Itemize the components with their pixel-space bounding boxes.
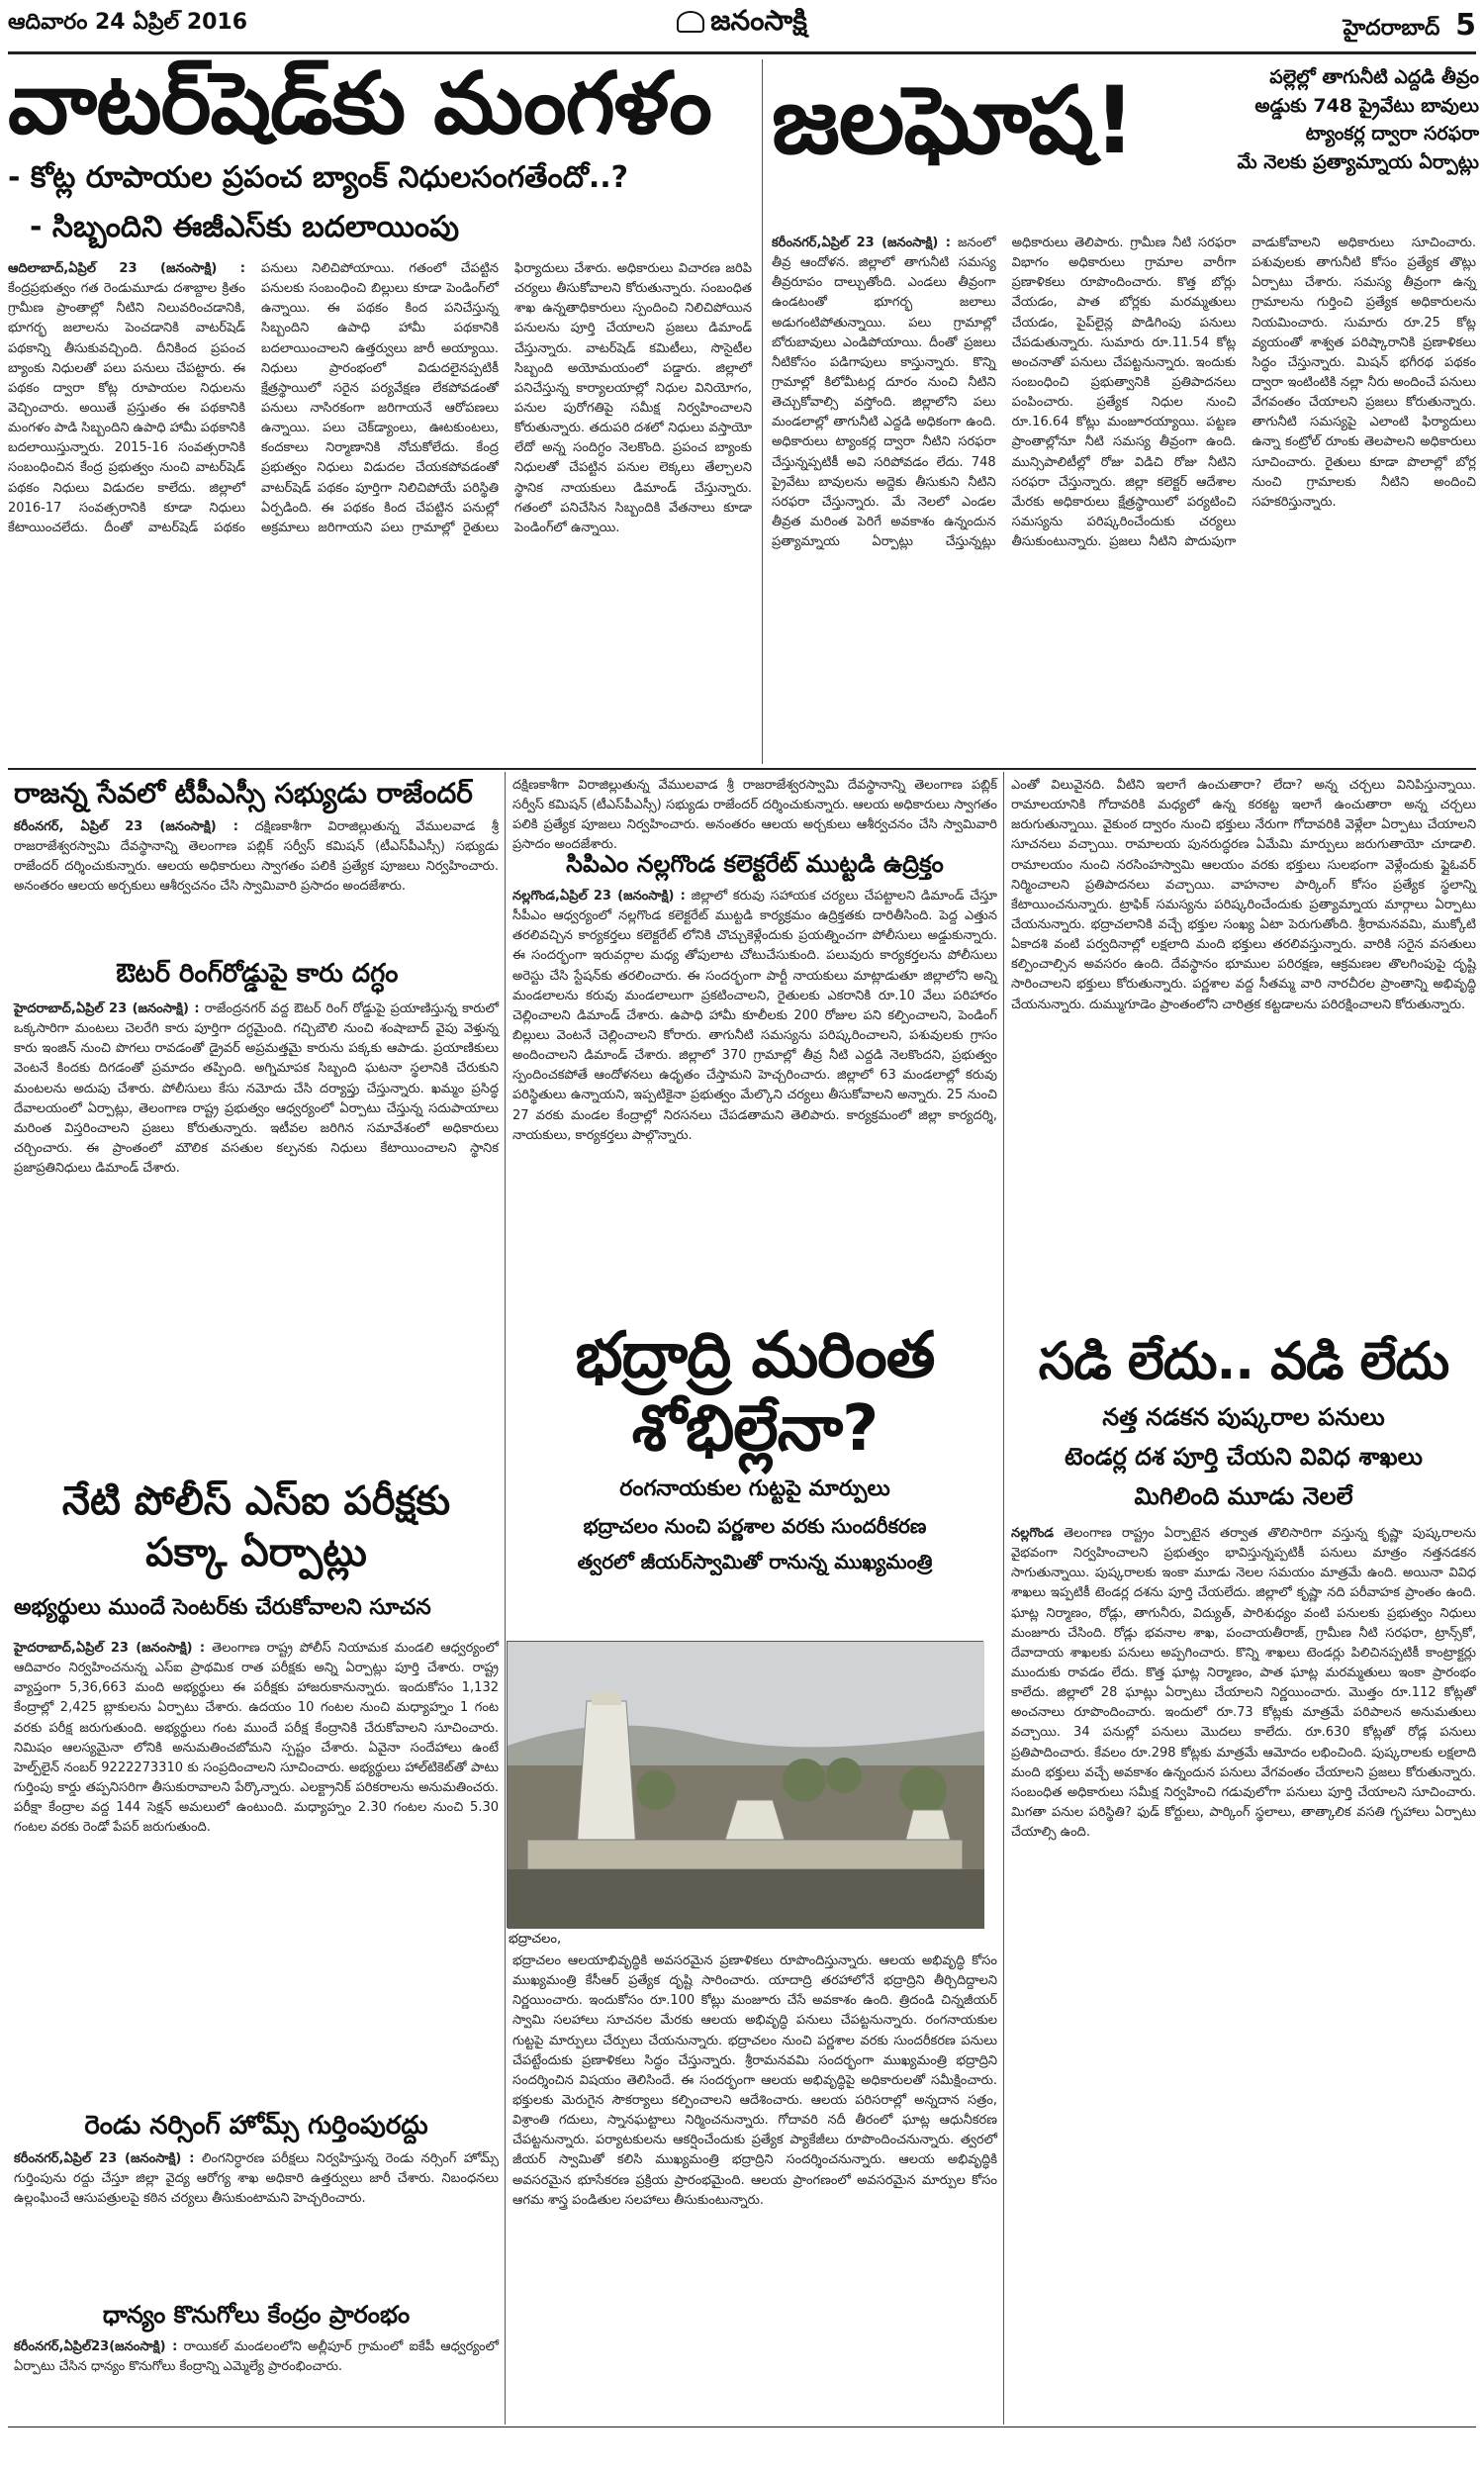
pushkaralu-dateline: నల్లగొండ [1011, 1526, 1055, 1541]
nursing-dateline: కరీంనగర్,ఏప్రిల్ 23 (జనంసాక్షి) : [14, 2151, 195, 2166]
bhadradri-sub1: రంగనాయకుల గుట్టపై మార్పులు [619, 1476, 890, 1501]
pushkaralu-body: తెలంగాణ రాష్ట్రం ఏర్పాటైన తర్వాత తొలిసారిగా వస్తున్న కృష్ణా పుష్కరాలను వైభవంగా నిర్వహించాలని ప్రభుత్వం భావిస్తున్నప్పటికీ పనులు మాత్రం నత్తనడకన సాగుతున్నాయి. పుష్కరాలకు ఇంకా మూడు నెలల సమయం మాత్రమే ఉంది. అయినా వివిధ శాఖలు ఇప్పటికీ టెండర్ల దశను పూర్తి చేయలేదు. జిల్లాలో కృష్ణా నది పరీవాహక ప్రాంతం ఉంది. ఘాట్ల నిర్మాణం, రోడ్లు, తాగునీరు, విద్యుత్, పారిశుధ్యం వంటి పనులకు ప్రభుత్వం నిధులు మంజూరు చేసింది. రోడ్లు భవనాల శాఖ, పంచాయతీరాజ్, గ్రామీణ నీటి సరఫరా, ట్రాన్స్‌కో, దేవాదాయ శాఖలకు పనులు అప్పగించారు. కొన్ని శాఖలు టెండర్లు పిలిచినప్పటికీ కాంట్రాక్టర్లు ముందుకు రావడం లేదు. కొత్త ఘాట్ల నిర్మాణం, పాత ఘాట్ల మరమ్మతులు ఇంకా ప్రారంభం కాలేదు. జిల్లాలో 28 ఘాట్లు ఏర్పాటు చేయాలని నిర్ణయించారు. మొత్తం రూ.112 కోట్లతో అంచనాలు రూపొందించారు. ఇందులో రూ.73 కోట్లకు మాత్రమే పరిపాలన అనుమతులు వచ్చాయి. 34 పనుల్లో పనులు మొదలు కాలేదు. రూ.630 కోట్లతో రోడ్ల పనులు ప్రతిపాదించారు. కేవలం రూ.298 కోట్లకు మాత్రమే ఆమోదం లభించింది. పుష్కరాలకు లక్షలాది మంది భక్తులు వచ్చే అవకాశం ఉన్నందున పనులు వేగవంతం చేయాలని ప్రజలు కోరుతున్నారు. సంబంధిత అధికారులు సమీక్ష నిర్వహించి గడువులోగా పనులు పూర్తి చేయాలని సూచించారు. మిగతా పనుల పరిస్థితి? ఫుడ్ కోర్టులు, పార్కింగ్ స్థలాలు, తాత్కాలిక వసతి గృహాలు ఏర్పాటు చేయాల్సి ఉంది. [1011, 1526, 1476, 1841]
nursing-body: లింగనిర్ధారణ పరీక్షలు నిర్వహిస్తున్న రెండు నర్సింగ్ హోమ్స్ గుర్తింపును రద్దు చేస్తూ జిల్లా వైద్య ఆరోగ్య శాఖ అధికారి ఉత్తర్వులు జారీ చేశారు. నిబంధనలు ఉల్లంఘించే ఆసుపత్రులపై కఠిన చర్యలు తీసుకుంటామని హెచ్చరించారు. [14, 2151, 499, 2207]
police-dateline: హైదరాబాద్,ఏప్రిల్ 23 (జనంసాక్షి) : [14, 1641, 206, 1656]
rajanna-article [14, 817, 499, 954]
jalaghosha-side4: మే నెలకు ప్రత్యామ్నాయ ఏర్పాట్లు [1237, 150, 1479, 173]
jalaghosha-article [772, 234, 1476, 762]
outer-article [14, 999, 499, 1475]
bhadradri-headline-line1: భద్రాద్రి మరింత [575, 1319, 935, 1392]
jalaghosha-side2: అడ్డుకు 748 ప్రైవేటు బావులు [1254, 94, 1479, 117]
jalaghosha-sidebar [1197, 63, 1479, 176]
temple-illustration [508, 1642, 984, 1929]
grain-body: రాయికల్ మండలంలోని అల్లీపూర్ గ్రామంలో ఐకేపీ ఆధ్వర్యంలో ఏర్పాటు చేసిన ధాన్యం కొనుగోలు కేంద్రాన్ని ఎమ్మెల్యే ప్రారంభించారు. [14, 2339, 500, 2375]
bhadradri-headline-line2: శోభిల్లేనా? [631, 1392, 879, 1466]
masthead-date: ఆదివారం 24 ఏప్రిల్ 2016 [8, 10, 248, 35]
bhadradri-sub2: భద్రాచలం నుంచి పర్ణశాల వరకు సుందరీకరణ [583, 1514, 927, 1538]
watershed-body: కేంద్రప్రభుత్వం గత రెండుమూడు దశాబ్దాల క్రితం గ్రామీణ ప్రాంతాల్లో నీటిని నిలువరించడానికి, భూగర్భ జలాలను పెంచడానికి వాటర్‌షెడ్ పథకాన్ని తీసుకువచ్చింది. దీనికింద ప్రపంచ బ్యాంకు నిధులతో పలు పనులు చేపట్టారు. ఈ పథకం ద్వారా కోట్ల రూపాయల నిధులను వెచ్చించారు. అయితే ప్రస్తుతం ఈ పథకానికి మంగళం పాడి సిబ్బందిని ఉపాధి హామీ పథకానికి బదలాయిస్తున్నారు. 2015-16 సంవత్సరానికి సంబంధించిన కేంద్ర ప్రభుత్వం నుంచి వాటర్‌షెడ్ పథకం నిధులు విడుదల కాలేదు. జిల్లాలో 2016-17 సంవత్సరానికి కూడా నిధులు కేటాయించలేదు. దీంతో వాటర్‌షెడ్ పథకం పనులు నిలిచిపోయాయి. గతంలో చేపట్టిన పనులకు సంబంధించి బిల్లులు కూడా పెండింగ్‌లో ఉన్నాయి. ఈ పథకం కింద పనిచేస్తున్న సిబ్బందిని ఉపాధి హామీ పథకానికి బదలాయించాలని ఉత్తర్వులు జారీ అయ్యాయి. నిధులు ప్రారంభంలో విడుదలైనప్పటికీ క్షేత్రస్థాయిలో సరైన పర్యవేక్షణ లేకపోవడంతో పనులు నాసిరకంగా జరిగాయనే ఆరోపణలు ఉన్నాయి. పలు చెక్‌డ్యాంలు, ఊటకుంటలు, కందకాలు నిర్మాణానికి నోచుకోలేదు. కేంద్ర ప్రభుత్వం నిధులు విడుదల చేయకపోవడంతో వాటర్‌షెడ్ పథకం పూర్తిగా నిలిచిపోయే పరిస్థితి ఏర్పడింది. ఈ పథకం కింద చేపట్టిన పనుల్లో అక్రమాలు జరిగాయని పలు గ్రామాల్లో రైతులు ఫిర్యాదులు చేశారు. అధికారులు విచారణ జరిపి చర్యలు తీసుకోవాలని కోరుతున్నారు. సంబంధిత శాఖ ఉన్నతాధికారులు స్పందించి నిలిచిపోయిన పనులను పూర్తి చేయాలని ప్రజలు డిమాండ్ చేస్తున్నారు. వాటర్‌షెడ్ కమిటీలు, సొసైటీల సిబ్బంది అయోమయంలో పడ్డారు. జిల్లాలో పనిచేస్తున్న కార్యాలయాల్లో నిధుల వినియోగం, పనుల పురోగతిపై సమీక్ష నిర్వహించాలని కోరుతున్నారు. తదుపరి దశలో నిధులు వస్తాయో లేదో అన్న సందిగ్ధం నెలకొంది. ప్రపంచ బ్యాంకు నిధులతో చేపట్టిన పనుల లెక్కలు తేల్చాలని స్థానిక నాయకులు డిమాండ్ చేస్తున్నారు. గతంలో పనిచేసిన సిబ్బందికి వేతనాలు కూడా పెండింగ్‌లో ఉన్నాయి. [8, 261, 752, 535]
jalaghosha-body: జనంలో తీవ్ర ఆందోళన. జిల్లాలో తాగునీటి సమస్య తీవ్రరూపం దాల్చుతోంది. ఎండలు తీవ్రంగా ఉండటంతో భూగర్భ జలాలు అడుగంటిపోతున్నాయి. పలు గ్రామాల్లో బోరుబావులు ఎండిపోయాయి. దీంతో ప్రజలు నీటికోసం పడిగాపులు కాస్తున్నారు. కొన్ని గ్రామాల్లో కిలోమీటర్ల దూరం నుంచి నీటిని తెచ్చుకోవాల్సి వస్తోంది. జిల్లాలోని పలు మండలాల్లో తాగునీటి ఎద్దడి అధికంగా ఉంది. అధికారులు ట్యాంకర్ల ద్వారా నీటిని సరఫరా చేస్తున్నప్పటికీ అవి సరిపోవడం లేదు. 748 ప్రైవేటు బావులను అద్దెకు తీసుకుని నీటిని సరఫరా చేస్తున్నారు. మే నెలలో ఎండల తీవ్రత మరింత పెరిగే అవకాశం ఉన్నందున ప్రత్యామ్నాయ ఏర్పాట్లు చేస్తున్నట్లు అధికారులు తెలిపారు. గ్రామీణ నీటి సరఫరా విభాగం అధికారులు గ్రామాల వారీగా ప్రణాళికలు రూపొందించారు. కొత్త బోర్లు వేయడం, పాత బోర్లకు మరమ్మతులు చేయడం, పైప్‌లైన్ల పొడిగింపు పనులు చేపడుతున్నారు. సుమారు రూ.11.54 కోట్ల అంచనాతో పనులు చేపట్టనున్నారు. ఇందుకు సంబంధించి ప్రభుత్వానికి ప్రతిపాదనలు పంపించారు. ప్రత్యేక నిధుల నుంచి రూ.16.64 కోట్లు మంజూరయ్యాయి. పట్టణ ప్రాంతాల్లోనూ నీటి సమస్య తీవ్రంగా ఉంది. మున్సిపాలిటీల్లో రోజు విడిచి రోజు నీటిని సరఫరా చేస్తున్నారు. జిల్లా కలెక్టర్ ఆదేశాల మేరకు అధికారులు క్షేత్రస్థాయిలో పర్యటించి సమస్యను పరిష్కరించేందుకు చర్యలు తీసుకుంటున్నారు. ప్రజలు నీటిని పొదుపుగా వాడుకోవాలని అధికారులు సూచించారు. పశువులకు తాగునీటి కోసం ప్రత్యేక తొట్లు ఏర్పాటు చేశారు. సమస్య తీవ్రంగా ఉన్న గ్రామాలను గుర్తించి ప్రత్యేక అధికారులను నియమించారు. సుమారు రూ.25 కోట్ల వ్యయంతో శాశ్వత పరిష్కారానికి ప్రణాళికలు సిద్ధం చేస్తున్నారు. మిషన్ భగీరథ పథకం ద్వారా ఇంటింటికి నల్లా నీరు అందించే పనులు వేగవంతం చేయాలని ప్రజలు కోరుతున్నారు. తాగునీటి సమస్యపై ఎలాంటి ఫిర్యాదులు ఉన్నా కంట్రోల్ రూంకు తెలపాలని అధికారులు సూచించారు. రైతులు కూడా పొలాల్లో బోర్ల నుంచి గ్రామాలకు నీటిని అందించి సహకరిస్తున్నారు. [772, 236, 1476, 550]
bhadradri-body: భద్రాచలం ఆలయాభివృద్ధికి అవసరమైన ప్రణాళికలు రూపొందిస్తున్నారు. ఆలయ అభివృద్ధి కోసం ముఖ్యమంత్రి కేసీఆర్ ప్రత్యేక దృష్టి సారించారు. యాదాద్రి తరహాలోనే భద్రాద్రిని తీర్చిదిద్దాలని నిర్ణయించారు. ఇందుకోసం రూ.100 కోట్లు మంజూరు చేసే అవకాశం ఉంది. త్రిదండి చిన్నజీయర్ స్వామి సలహాలు సూచనల మేరకు ఆలయ అభివృద్ధి పనులు చేపట్టనున్నారు. రంగనాయకుల గుట్టపై మార్పులు చేర్పులు చేయనున్నారు. భద్రాచలం నుంచి పర్ణశాల వరకు సుందరీకరణ పనులు చేపట్టేందుకు ప్రణాళికలు సిద్ధం చేస్తున్నారు. శ్రీరామనవమి సందర్భంగా ముఖ్యమంత్రి భద్రాద్రిని సందర్శించిన విషయం తెలిసిందే. ఈ సందర్భంగా ఆలయ అభివృద్ధిపై అధికారులతో సమీక్షించారు. భక్తులకు మెరుగైన సౌకర్యాలు కల్పించాలని ఆదేశించారు. ఆలయ పరిసరాల్లో అన్నదాన సత్రం, విశ్రాంతి గదులు, స్నానఘట్టాలు నిర్మించనున్నారు. గోదావరి నదీ తీరంలో ఘాట్ల ఆధునీకరణ చేపట్టనున్నారు. పర్యాటకులను ఆకర్షించేందుకు ప్రత్యేక ప్యాకేజీలు రూపొందించనున్నారు. త్వరలో జీయర్ స్వామితో కలిసి ముఖ్యమంత్రి భద్రాద్రిని సందర్శించనున్నారు. ఆలయ అభివృద్ధికి అవసరమైన భూసేకరణ ప్రక్రియ ప్రారంభమైంది. ఆలయ ప్రాంగణంలో అవసరమైన మార్పుల కోసం ఆగమ శాస్త్ర పండితుల సలహాలు తీసుకుంటున్నారు. [512, 1953, 997, 2208]
pushkaralu-sub3: మిగిలింది మూడు నెలలే [1134, 1482, 1353, 1510]
mid-column-divider-lower [1003, 1326, 1004, 2425]
grain-headline: ధాన్యం కొనుగోలు కేంద్రం ప్రారంభం [102, 2301, 411, 2329]
bhadradri-sub3: త్వరలో జీయర్‌స్వామితో రానున్న ముఖ్యమంత్రి [577, 1550, 933, 1573]
cpm-dateline: నల్లగొండ,ఏప్రిల్ 23 (జనంసాక్షి) : [512, 889, 686, 904]
watershed-headline: వాటర్‌షెడ్‌కు మంగళం [8, 54, 711, 153]
jalaghosha-side3: ట్యాంకర్ల ద్వారా సరఫరా [1305, 123, 1479, 144]
cpm-lead-in [512, 776, 997, 853]
pushkaralu-headline: సడి లేదు.. వడి లేదు [1038, 1332, 1449, 1391]
watershed-article [8, 259, 752, 762]
jalaghosha-dateline: కరీంనగర్,ఏప్రిల్ 23 (జనంసాక్షి) : [772, 236, 951, 250]
rajanna-headline: రాజన్న సేవలో టీపీఎస్సీ సభ్యుడు రాజేందర్ [14, 777, 473, 809]
cpm-headline: సిపిఎం నల్లగొండ కలెక్టరేట్ ముట్టడి ఉద్రిక్తం [566, 850, 944, 878]
mid-column-divider [1003, 772, 1004, 1326]
left-column-divider [505, 772, 506, 2425]
grain-article [14, 2337, 499, 2417]
rajanna-dateline: కరీంనగర్, ఏప్రిల్ 23 (జనంసాక్షి) : [14, 819, 238, 834]
cpm-lead-in-text: దక్షిణకాశీగా విరాజిల్లుతున్న వేములవాడ శ్రీ రాజరాజేశ్వరస్వామి దేవస్థానాన్ని తెలంగాణ పబ్లిక్ సర్వీస్ కమిషన్ (టీఎస్‌పీఎస్సీ) సభ్యుడు రాజేందర్ దర్శించుకున్నారు. ఆలయ అధికారులు స్వాగతం పలికి ప్రత్యేక పూజలు నిర్వహించారు. అనంతరం ఆలయ అర్చకులు ఆశీర్వచనం చేసి స్వామివారి ప్రసాదం అందజేశారు. [512, 778, 997, 853]
rama-body: ఎంతో విలువైనది. వీటిని ఇలాగే ఉంచుతారా? లేదా? అన్న చర్చలు వినిపిస్తున్నాయి. రామాలయానికి గోదావరికి మధ్యలో ఉన్న కరకట్ట ఇలాగే ఉంచుతారా అన్న చర్చలు జరుగుతున్నాయి. వైకుంఠ ద్వారం నుంచి భక్తులు నేరుగా గోదావరికి వెళ్లేలా ఏర్పాటు చేయాలని సూచనలు వచ్చాయి. రామాలయ పునరుద్ధరణ ఏమేమి మార్పులు జరుగుతాయో చూడాలి. రామాలయం నుంచి నరసింహస్వామి ఆలయం వరకు భక్తులు సులభంగా వెళ్లేందుకు ఫ్లైఓవర్ నిర్మించాలని ప్రతిపాదనలు వచ్చాయి. వాహనాల పార్కింగ్ కోసం ప్రత్యేక స్థలాన్ని కేటాయించనున్నారు. ట్రాఫిక్ సమస్యను పరిష్కరించేందుకు ప్రత్యామ్నాయ మార్గాలు ఏర్పాటు చేయనున్నారు. భద్రాచలానికి వచ్చే భక్తుల సంఖ్య ఏటా పెరుగుతోంది. శ్రీరామనవమి, ముక్కోటి ఏకాదశి వంటి పర్వదినాల్లో లక్షలాది మంది భక్తులు తరలివస్తున్నారు. వారికి సరైన వసతులు కల్పించాల్సిన అవసరం ఉంది. దేవస్థానం భూముల పరిరక్షణ, ఆక్రమణల తొలగింపుపై దృష్టి సారించాలని భక్తులు కోరుతున్నారు. పర్ణశాల వద్ద సీతమ్మ వారి నారచీరల ప్రాంతాన్ని అభివృద్ధి చేయనున్నారు. దుమ్ముగూడెం ప్రాంతంలోని చారిత్రక కట్టడాలను పరిరక్షించాలని కోరుతున్నారు. [1011, 778, 1476, 1012]
masthead-city-name: హైదరాబాద్ [1343, 16, 1440, 41]
masthead-logo [594, 4, 890, 44]
bhadradri-temple-photo [507, 1641, 983, 1928]
top-section-rule [8, 768, 1476, 770]
police-article [14, 1639, 499, 2108]
outer-dateline: హైదరాబాద్,ఏప్రిల్ 23 (జనంసాక్షి) : [14, 1001, 200, 1016]
outer-headline: ఔటర్ రింగ్‌రోడ్డుపై కారు దగ్ధం [116, 959, 399, 989]
cpm-body: జిల్లాలో కరువు సహాయక చర్యలు చేపట్టాలని డిమాండ్ చేస్తూ సీపీఎం ఆధ్వర్యంలో నల్లగొండ కలెక్టరేట్ ముట్టడి కార్యక్రమం ఉద్రిక్తతకు దారితీసింది. పెద్ద ఎత్తున తరలివచ్చిన కార్యకర్తలు కలెక్టరేట్ లోనికి చొచ్చుకెళ్లేందుకు ప్రయత్నించగా పోలీసులు అడ్డుకున్నారు. ఈ సందర్భంగా ఇరువర్గాల మధ్య తోపులాట చోటుచేసుకుంది. పలువురు కార్యకర్తలను పోలీసులు అరెస్టు చేసి స్టేషన్‌కు తరలించారు. ఈ సందర్భంగా పార్టీ నాయకులు మాట్లాడుతూ జిల్లాలోని అన్ని మండలాలను కరువు మండలాలుగా ప్రకటించాలని, రైతులకు ఎకరానికి రూ.10 వేలు పరిహారం చెల్లించాలని డిమాండ్ చేశారు. ఉపాధి హామీ కూలీలకు 200 రోజుల పని కల్పించాలని, పెండింగ్ బిల్లులు వెంటనే చెల్లించాలని కోరారు. తాగునీటి సమస్యను పరిష్కరించాలని, పశువులకు గ్రాసం అందించాలని డిమాండ్ చేశారు. జిల్లాలో 370 గ్రామాల్లో తీవ్ర నీటి ఎద్దడి నెలకొందని, ప్రభుత్వం స్పందించకపోతే ఆందోళనలు ఉధృతం చేస్తామని హెచ్చరించారు. జిల్లాలో 63 మండలాల్లో కరువు పరిస్థితులు ఉన్నాయని, ఇప్పటికైనా ప్రభుత్వం మేల్కొని చర్యలు తీసుకోవాలని అన్నారు. 25 నుంచి 27 వరకు మండల కేంద్రాల్లో నిరసనలు చేపడతామని తెలిపారు. కార్యక్రమంలో జిల్లా కార్యదర్శి, నాయకులు, కార్యకర్తలు పాల్గొన్నారు. [512, 889, 997, 1143]
police-body: తెలంగాణ రాష్ట్ర పోలీస్ నియామక మండలి ఆధ్వర్యంలో ఆదివారం నిర్వహించనున్న ఎస్ఐ ప్రాథమిక రాత పరీక్షకు అన్ని ఏర్పాట్లు పూర్తి చేశారు. రాష్ట్ర వ్యాప్తంగా 5,36,663 మంది అభ్యర్థులు ఈ పరీక్షకు హాజరుకానున్నారు. ఇందుకోసం 1,132 కేంద్రాల్లో 2,425 బ్లాకులను ఏర్పాటు చేశారు. ఉదయం 10 గంటల నుంచి మధ్యాహ్నం 1 గంట వరకు పరీక్ష జరుగుతుంది. అభ్యర్థులు గంట ముందే పరీక్ష కేంద్రానికి చేరుకోవాలని సూచించారు. నిమిషం ఆలస్యమైనా లోనికి అనుమతించబోమని స్పష్టం చేశారు. ఏవైనా సందేహాలు ఉంటే హెల్ప్‌లైన్ నంబర్ 9222273310 కు సంప్రదించాలని సూచించారు. అభ్యర్థులు హాల్‌టికెట్‌తో పాటు గుర్తింపు కార్డు తప్పనిసరిగా తీసుకురావాలని పేర్కొన్నారు. ఎలక్ట్రానిక్ పరికరాలను అనుమతించరు. పరీక్షా కేంద్రాల వద్ద 144 సెక్షన్ అమలులో ఉంటుంది. మధ్యాహ్నం 2.30 గంటల నుంచి 5.30 గంటల వరకు రెండో పేపర్ జరుగుతుంది. [14, 1641, 500, 1836]
police-headline-line1: నేటి పోలీస్ ఎస్ఐ పరీక్షకు [61, 1478, 451, 1524]
logo-emblem-icon [677, 11, 704, 33]
nursing-article [14, 2149, 499, 2298]
cpm-article [512, 887, 997, 1320]
page-number: 5 [1455, 8, 1476, 43]
pushkaralu-article [1011, 1524, 1476, 2419]
masthead-city [1167, 8, 1476, 46]
outer-body: రాజేంద్రనగర్ వద్ద ఔటర్ రింగ్ రోడ్డుపై ప్రయాణిస్తున్న కారులో ఒక్కసారిగా మంటలు చెలరేగి కారు పూర్తిగా దగ్ధమైంది. గచ్చిబౌలి నుంచి శంషాబాద్ వైపు వెళ్తున్న కారు ఇంజిన్ నుంచి పొగలు రావడంతో డ్రైవర్ అప్రమత్తమై కారును పక్కకు ఆపాడు. ప్రయాణికులు వెంటనే కిందకు దిగడంతో ప్రమాదం తప్పింది. అగ్నిమాపక సిబ్బంది ఘటనా స్థలానికి చేరుకుని మంటలను అదుపు చేశారు. పోలీసులు కేసు నమోదు చేసి దర్యాప్తు చేస్తున్నారు. ఖమ్మం ప్రసిద్ధ దేవాలయంలో ఏర్పాట్లు, తెలంగాణ రాష్ట్ర ప్రభుత్వం ఆధ్వర్యంలో ఏర్పాటు చేస్తున్న సదుపాయాలు మరింత విస్తరించాలని ప్రజలు కోరుతున్నారు. ఇటీవల జరిగిన సమావేశంలో అధికారులు చర్చించారు. ఈ ప్రాంతంలో మౌలిక వసతుల కల్పనకు నిధులు కేటాయించాలని స్థానిక ప్రజాప్రతినిధులు డిమాండ్ చేశారు. [14, 1001, 500, 1177]
top-column-divider [762, 59, 763, 764]
page-bottom-rule [8, 2426, 1476, 2427]
rajanna-body: దక్షిణకాశీగా విరాజిల్లుతున్న వేములవాడ శ్రీ రాజరాజేశ్వరస్వామి దేవస్థానాన్ని తెలంగాణ పబ్లిక్ సర్వీస్ కమిషన్ (టీఎస్‌పీఎస్సీ) సభ్యుడు రాజేందర్ దర్శించుకున్నారు. ఆలయ అధికారులు స్వాగతం పలికి ప్రత్యేక పూజలు నిర్వహించారు. అనంతరం ఆలయ అర్చకులు ఆశీర్వచనం చేసి స్వామివారి ప్రసాదం అందజేశారు. [14, 819, 499, 895]
watershed-sub1: - కోట్ల రూపాయల ప్రపంచ బ్యాంక్ నిధులసంగతేందో..? [8, 160, 629, 195]
grain-dateline: కరీంనగర్,ఏప్రిల్23(జనంసాక్షి) : [14, 2339, 178, 2354]
watershed-sub2: - సిబ్బందిని ఈజీఎస్‌కు బదలాయింపు [30, 210, 460, 244]
bhadradri-photo-caption: భద్రాచలం, [509, 1932, 562, 1947]
police-headline-line2: పక్కా ఏర్పాట్లు [145, 1530, 367, 1575]
logo-text: జనంసాక్షి [710, 4, 807, 37]
pushkaralu-sub1: నత్త నడకన పుష్కరాల పనులు [1102, 1403, 1385, 1431]
rama-article [1011, 776, 1476, 1326]
pushkaralu-sub2: టెండర్ల దశ పూర్తి చేయని వివిధ శాఖలు [1065, 1443, 1423, 1471]
nursing-headline: రెండు నర్సింగ్ హోమ్స్ గుర్తింపురద్దు [84, 2111, 428, 2141]
police-sub: అభ్యర్థులు ముందే సెంటర్‌కు చేరుకోవాలని సూచన [14, 1595, 431, 1620]
bhadradri-article [512, 1951, 997, 2419]
jalaghosha-headline: జలఘోష! [772, 67, 1135, 175]
watershed-dateline: ఆదిలాబాద్,ఏప్రిల్ 23 (జనంసాక్షి) : [8, 261, 245, 276]
jalaghosha-side1: పల్లెల్లో తాగునీటి ఎద్దడి తీవ్రం [1269, 66, 1479, 88]
